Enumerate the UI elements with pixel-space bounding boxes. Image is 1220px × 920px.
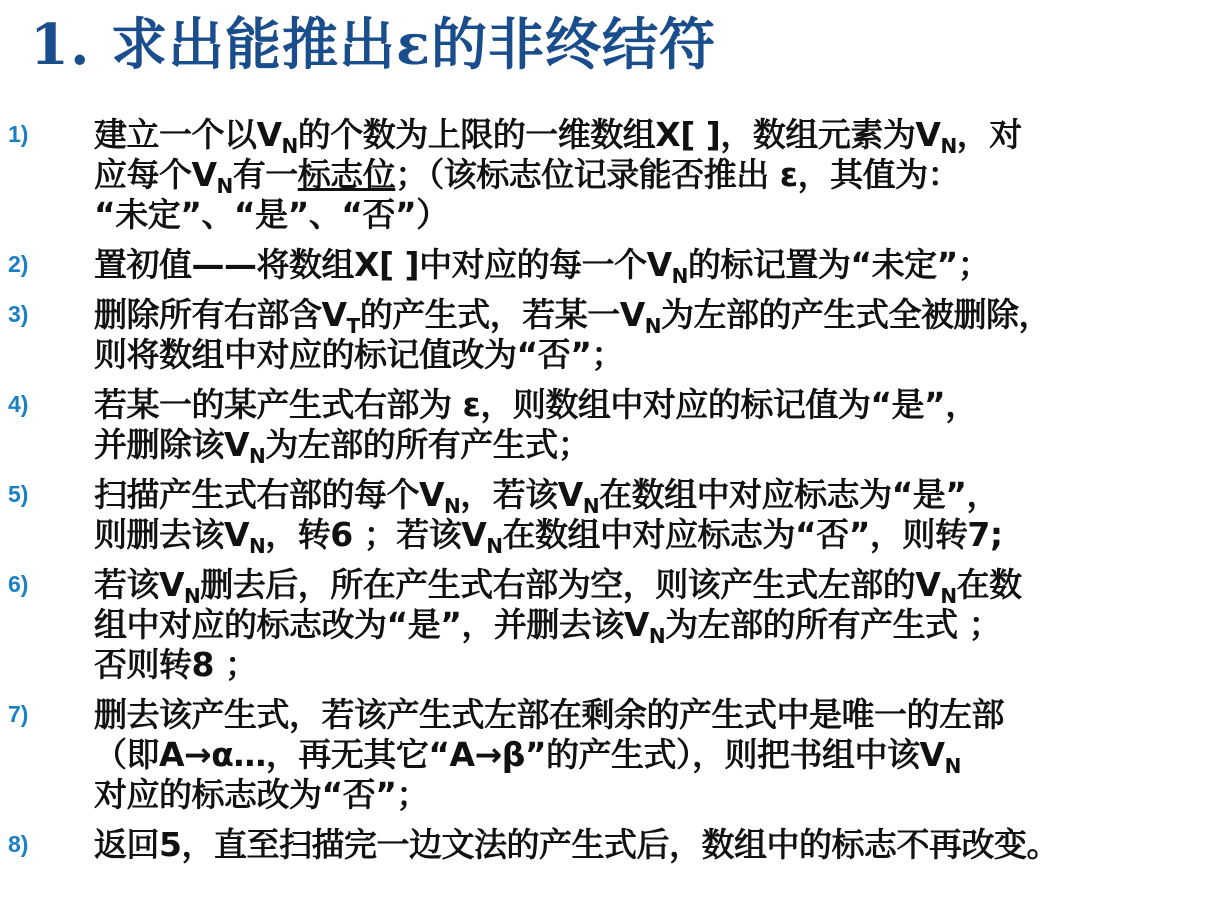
text-segment: ，若该V bbox=[460, 475, 583, 514]
step-text-line bbox=[94, 605, 1210, 648]
text-segment: 为左部的所有产生式 ； bbox=[665, 605, 1002, 644]
subscript-text: N bbox=[184, 584, 201, 608]
text-segment: 的个数为上限的一维数组X[ ]，数组元素为V bbox=[297, 115, 941, 154]
text-segment: 应每个V bbox=[94, 155, 217, 194]
text-segment: 若该V bbox=[94, 565, 185, 604]
step-text-line bbox=[94, 155, 1210, 198]
subscript-text: N bbox=[582, 494, 600, 518]
text-segment: 的标记置为“未定”； bbox=[687, 245, 991, 284]
text-segment: ，转6 ；若该V bbox=[265, 515, 487, 554]
step-item bbox=[0, 475, 1220, 558]
step-text-line bbox=[94, 565, 1210, 608]
step-text-line bbox=[94, 335, 1210, 375]
step-number: 3) bbox=[8, 301, 29, 327]
text-segment: 对应的标志改为“否”； bbox=[94, 775, 429, 814]
text-segment: 若某一的某产生式右部为 ε，则数组中对应的标记值为“是”， bbox=[94, 385, 978, 424]
step-number: 1) bbox=[8, 121, 29, 147]
step-number: 5) bbox=[8, 481, 29, 507]
text-segment: 则删去该V bbox=[94, 515, 250, 554]
step-list bbox=[0, 115, 1220, 875]
text-segment: 为左部的产生式全被删除， bbox=[661, 295, 1051, 334]
text-segment: 有一 bbox=[232, 155, 298, 194]
text-segment: 删除所有右部含V bbox=[94, 295, 347, 334]
text-segment: 删去该产生式，若该产生式左部在剩余的产生式中是唯一的左部 bbox=[94, 695, 1004, 734]
step-item bbox=[0, 385, 1220, 468]
subscript-text: N bbox=[249, 444, 266, 468]
text-segment: ，对 bbox=[956, 115, 1022, 154]
text-segment: （即A→α…，再无其它“A→β”的产生式），则把书组中该V bbox=[94, 735, 945, 774]
subscript-text: N bbox=[486, 534, 503, 558]
step-text-line bbox=[94, 195, 1210, 235]
step-text-line bbox=[94, 645, 1210, 685]
step-text-line bbox=[94, 695, 1210, 735]
subscript-text: N bbox=[648, 624, 666, 648]
step-text-line bbox=[94, 775, 1210, 815]
subscript-text: T bbox=[346, 314, 360, 338]
text-segment: 则将数组中对应的标记值改为“否”； bbox=[94, 335, 624, 374]
underlined-text: 标志位 bbox=[297, 155, 396, 194]
subscript-text: N bbox=[644, 314, 661, 338]
step-text-line bbox=[94, 245, 1210, 288]
text-segment: 返回5，直至扫描完一边文法的产生式后，数组中的标志不再改变。 bbox=[94, 825, 1059, 864]
text-segment: “未定”、“是”、“否”） bbox=[94, 195, 449, 234]
text-segment: 为左部的所有产生式； bbox=[265, 425, 591, 464]
subscript-text: N bbox=[444, 494, 461, 518]
step-item bbox=[0, 115, 1220, 235]
step-item bbox=[0, 565, 1220, 685]
step-number: 6) bbox=[8, 571, 29, 597]
step-text-line bbox=[94, 295, 1210, 338]
step-number: 8) bbox=[8, 831, 29, 857]
text-segment: 在数 bbox=[956, 565, 1022, 604]
step-text-line bbox=[94, 735, 1210, 778]
subscript-text: N bbox=[944, 754, 961, 778]
slide-title: 1. 求出能推出ε的非终结符 bbox=[30, 12, 716, 78]
text-segment: 在数组中对应标志为“是”， bbox=[599, 475, 999, 514]
step-text-line bbox=[94, 515, 1210, 558]
step-text-line bbox=[94, 825, 1210, 865]
text-segment: 否则转8 ； bbox=[94, 645, 258, 684]
step-text-line bbox=[94, 425, 1210, 468]
text-segment: 的产生式，若某一V bbox=[359, 295, 645, 334]
subscript-text: N bbox=[216, 174, 233, 198]
text-segment: 删去后，所在产生式右部为空，则该产生式左部的V bbox=[200, 565, 941, 604]
step-number: 2) bbox=[8, 251, 29, 277]
step-item bbox=[0, 825, 1220, 865]
step-number: 7) bbox=[8, 701, 29, 727]
step-item bbox=[0, 695, 1220, 815]
subscript-text: N bbox=[249, 534, 266, 558]
step-item bbox=[0, 245, 1220, 288]
step-text-line bbox=[94, 385, 1210, 425]
subscript-text: N bbox=[281, 134, 298, 158]
text-segment: 建立一个以V bbox=[94, 115, 282, 154]
text-segment: 在数组中对应标志为“否”，则转7; bbox=[502, 515, 1003, 554]
text-segment: 并删除该V bbox=[94, 425, 250, 464]
text-segment: 扫描产生式右部的每个V bbox=[94, 475, 445, 514]
step-text-line bbox=[94, 475, 1210, 518]
subscript-text: N bbox=[940, 584, 957, 608]
step-text-line bbox=[94, 115, 1210, 158]
step-item bbox=[0, 295, 1220, 375]
subscript-text: N bbox=[671, 264, 688, 288]
subscript-text: N bbox=[940, 134, 957, 158]
text-segment: 组中对应的标志改为“是”，并删去该V bbox=[94, 605, 649, 644]
step-number: 4) bbox=[8, 391, 29, 417]
text-segment: 置初值——将数组X[ ]中对应的每一个V bbox=[94, 245, 672, 284]
text-segment: ；（该标志位记录能否推出 ε，其值为： bbox=[395, 155, 961, 194]
